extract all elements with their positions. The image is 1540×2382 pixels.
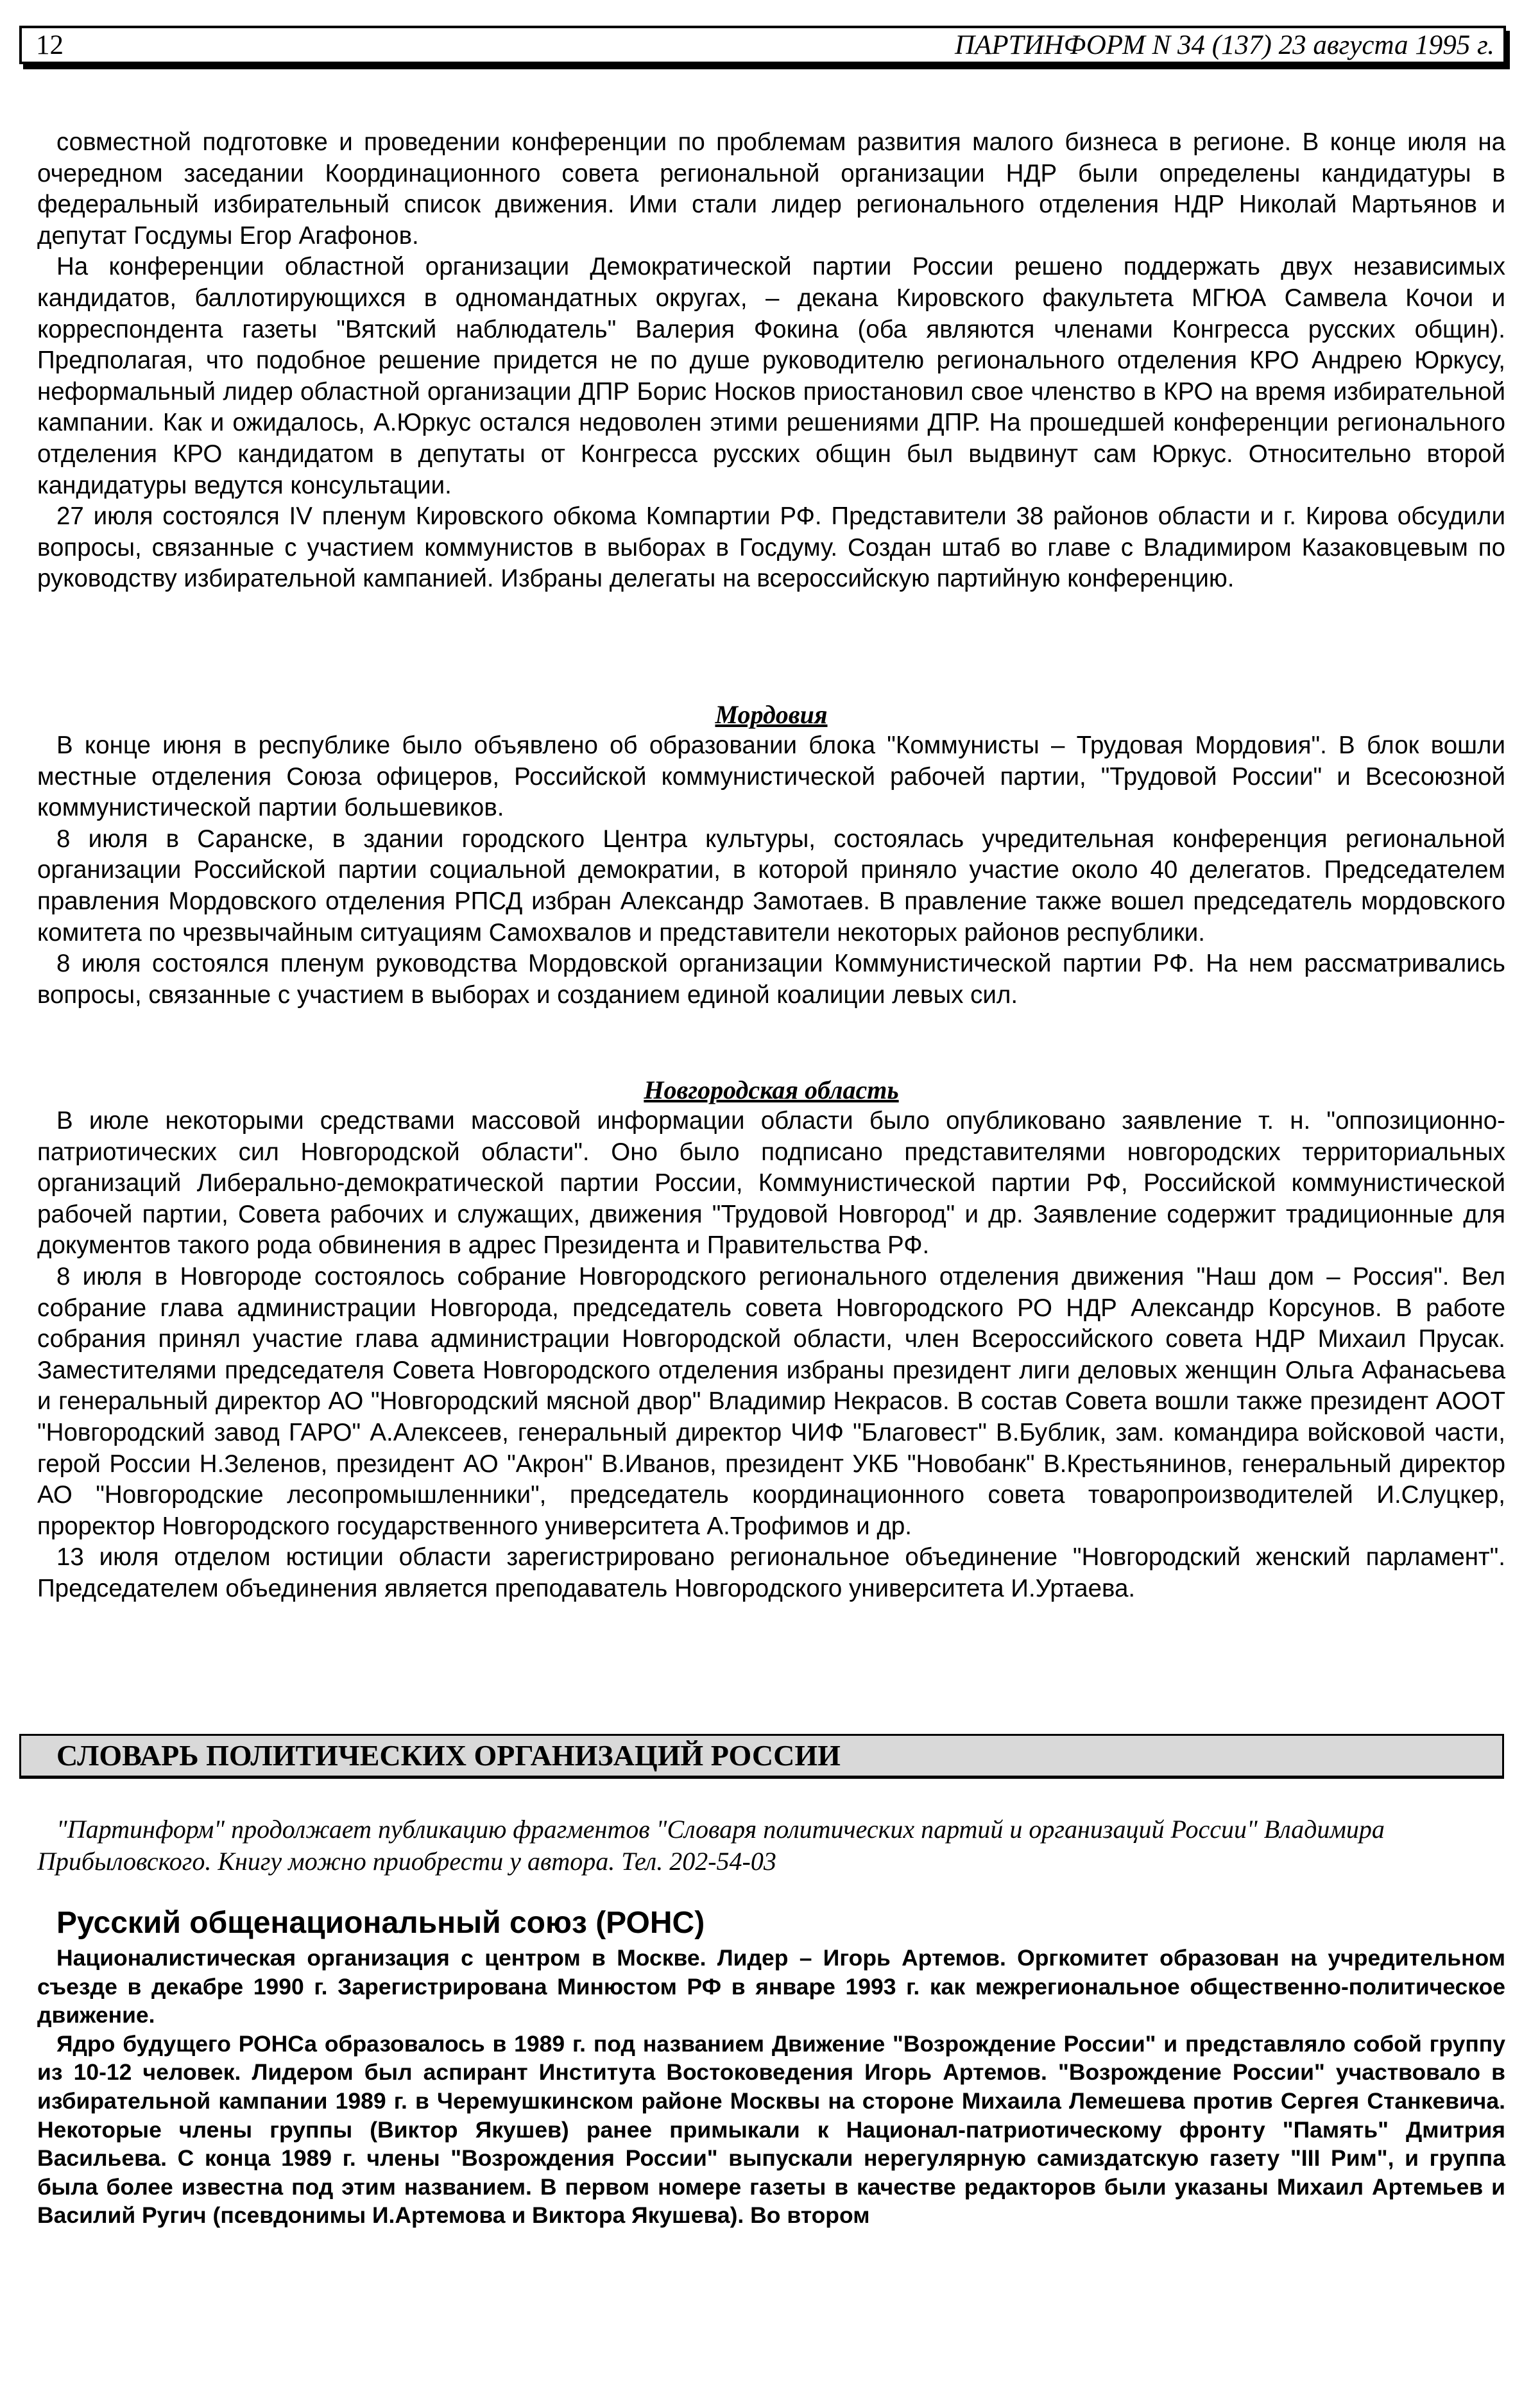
dictionary-intro: "Партинформ" продолжает публикацию фрагментов "Словаря политических партий и организаций России" Владимира Прибыловского. Книгу можно приобрести у автора. Тел. 202-54-03 (37, 1815, 1385, 1876)
dictionary-section-title: СЛОВАРЬ ПОЛИТИЧЕСКИХ ОРГАНИЗАЦИЙ РОССИИ (19, 1734, 1504, 1779)
paragraph: В июле некоторыми средствами массовой информации области было опубликовано заявление т. н. "оппозиционно-патриотических сил Новгородской области". Оно было подписано представителями новгородских территориальных организаций Либерально-демократической партии России, Коммунистической партии РФ, Российской коммунистической рабочей партии, Совета рабочих и служащих, движения "Трудовой Новгород" и др. Заявление содержит традиционные для документов такого рода обвинения в адрес Президента и Правительства РФ. (37, 1107, 1505, 1260)
article-kirov-continued (37, 127, 1505, 595)
region-heading: Мордовия (715, 700, 828, 729)
paragraph: 8 июля в Новгороде состоялось собрание Новгородского регионального отделения движения "Наш дом – Россия". Вел собрание глава администрации Новгорода, председатель совета Новгородского РО НДР Александр Корсунов. В работе собрания принял участие глава администрации Новгородской области, член Всероссийского совета НДР Михаил Прусак. Заместителями председателя Совета Новгородского отделения избраны президент лиги деловых женщин Ольга Афанасьева и генеральный директор АО "Новгородский мясной двор" Владимир Некрасов. В состав Совета вошли также президент АООТ "Новгородский завод ГАРО" А.Алексеев, генеральный директор ЧИФ "Благовест" В.Бублик, зам. командира войсковой части, герой России Н.Зеленов, президент АО "Акрон" В.Иванов, президент УКБ "Новобанк" В.Крестьянинов, генеральный директор АО "Новгородские лесопромышленники", председатель координационного совета товаропроизводителей И.Слуцкер, проректор Новгородского государственного университета А.Трофимов и др. (37, 1262, 1505, 1540)
paragraph: 13 июля отделом юстиции области зарегистрировано региональное объединение "Новгородский женский парламент". Председателем объединения является преподаватель Новгородского университета И.Уртаева. (37, 1543, 1505, 1602)
paragraph: совместной подготовке и проведении конференции по проблемам развития малого бизнеса в регионе. В конце июля на очередном заседании Координационного совета региональной организации НДР были определены кандидатуры в федеральный избирательный список движения. Ими стали лидер регионального отделения НДР Николай Мартьянов и депутат Госдумы Егор Агафонов. (37, 128, 1505, 250)
entry-body (37, 1944, 1505, 2230)
section-mordovia (37, 699, 1505, 1011)
entry-title: Русский общенациональный союз (РОНС) (56, 1906, 705, 1940)
page-number: 12 (36, 30, 64, 60)
paragraph: 8 июля состоялся пленум руководства Мордовской организации Коммунистической партии РФ. На нем рассматривались вопросы, связанные с участием в выборах и созданием единой коалиции левых сил. (37, 950, 1505, 1009)
publication-title: ПАРТИНФОРМ N 34 (137) 23 августа 1995 г. (955, 30, 1494, 60)
paragraph: В конце июня в республике было объявлено об образовании блока "Коммунисты – Трудовая Мордовия". В блок вошли местные отделения Союза офицеров, Российской коммунистической рабочей партии, "Трудовой России" и Всесоюзной коммунистической партии большевиков. (37, 732, 1505, 822)
paragraph: Ядро будущего РОНСа образовалось в 1989 г. под названием Движение "Возрождение России" и представляло собой группу из 10-12 человек. Лидером был аспирант Института Востоковедения Игорь Артемов. "Возрождение России" участвовало в избирательной кампании 1989 г. в Черемушкинском районе Москвы на стороне Михаила Лемешева против Сергея Станкевича. Некоторые члены группы (Виктор Якушев) ранее примыкали к Национал-патриотическому фронту "Память" Дмитрия Васильева. С конца 1989 г. члены "Возрождения России" выпускали нерегулярную самиздатскую газету "III Рим", и группа была более известна под этим названием. В первом номере газеты в качестве редакторов были указаны Михаил Артемьев и Василий Ругич (псевдонимы И.Артемова и Виктора Якушева). Во втором (37, 2030, 1505, 2229)
section-novgorod (37, 1075, 1505, 1605)
region-heading: Новгородская область (644, 1075, 899, 1104)
paragraph: 8 июля в Саранске, в здании городского Центра культуры, состоялась учредительная конференция региональной организации Российской партии социальной демократии, в которой приняло участие около 40 делегатов. Председателем правления Мордовского отделения РПСД избран Александр Замотаев. В правление также вошел председатель мордовского комитета по чрезвычайным ситуациям Самохвалов и представители некоторых районов республики. (37, 825, 1505, 947)
page-header (19, 26, 1506, 64)
paragraph: 27 июля состоялся IV пленум Кировского обкома Компартии РФ. Представители 38 районов области и г. Кирова обсудили вопросы, связанные с участием коммунистов в выборах в Госдуму. Создан штаб во главе с Владимиром Казаковцевым по руководству избирательной кампанией. Избраны делегаты на всероссийскую партийную конференцию. (37, 502, 1505, 593)
paragraph: Националистическая организация с центром в Москве. Лидер – Игорь Артемов. Оргкомитет образован на учредительном съезде в декабре 1990 г. Зарегистрирована Минюстом РФ в январе 1993 г. как межрегиональное общественно-политическое движение. (37, 1945, 1505, 2028)
paragraph: На конференции областной организации Демократической партии России решено поддержать двух независимых кандидатов, баллотирующихся в одномандатных округах, – декана Кировского факультета МГЮА Самвела Кочои и корреспондента газеты "Вятский наблюдатель" Валерия Фокина (оба являются членами Конгресса русских общин). Предполагая, что подобное решение придется не по душе руководителю регионального отделения КРО Андрею Юркусу, неформальный лидер областной организации ДПР Борис Носков приостановил свое членство в КРО на время избирательной кампании. Как и ожидалось, А.Юркус остался недоволен этими решениями ДПР. На прошедшей конференции регионального отделения КРО кандидатом в депутаты от Конгресса русских общин был выдвинут сам Юркус. Относительно второй кандидатуры ведутся консультации. (37, 253, 1505, 499)
